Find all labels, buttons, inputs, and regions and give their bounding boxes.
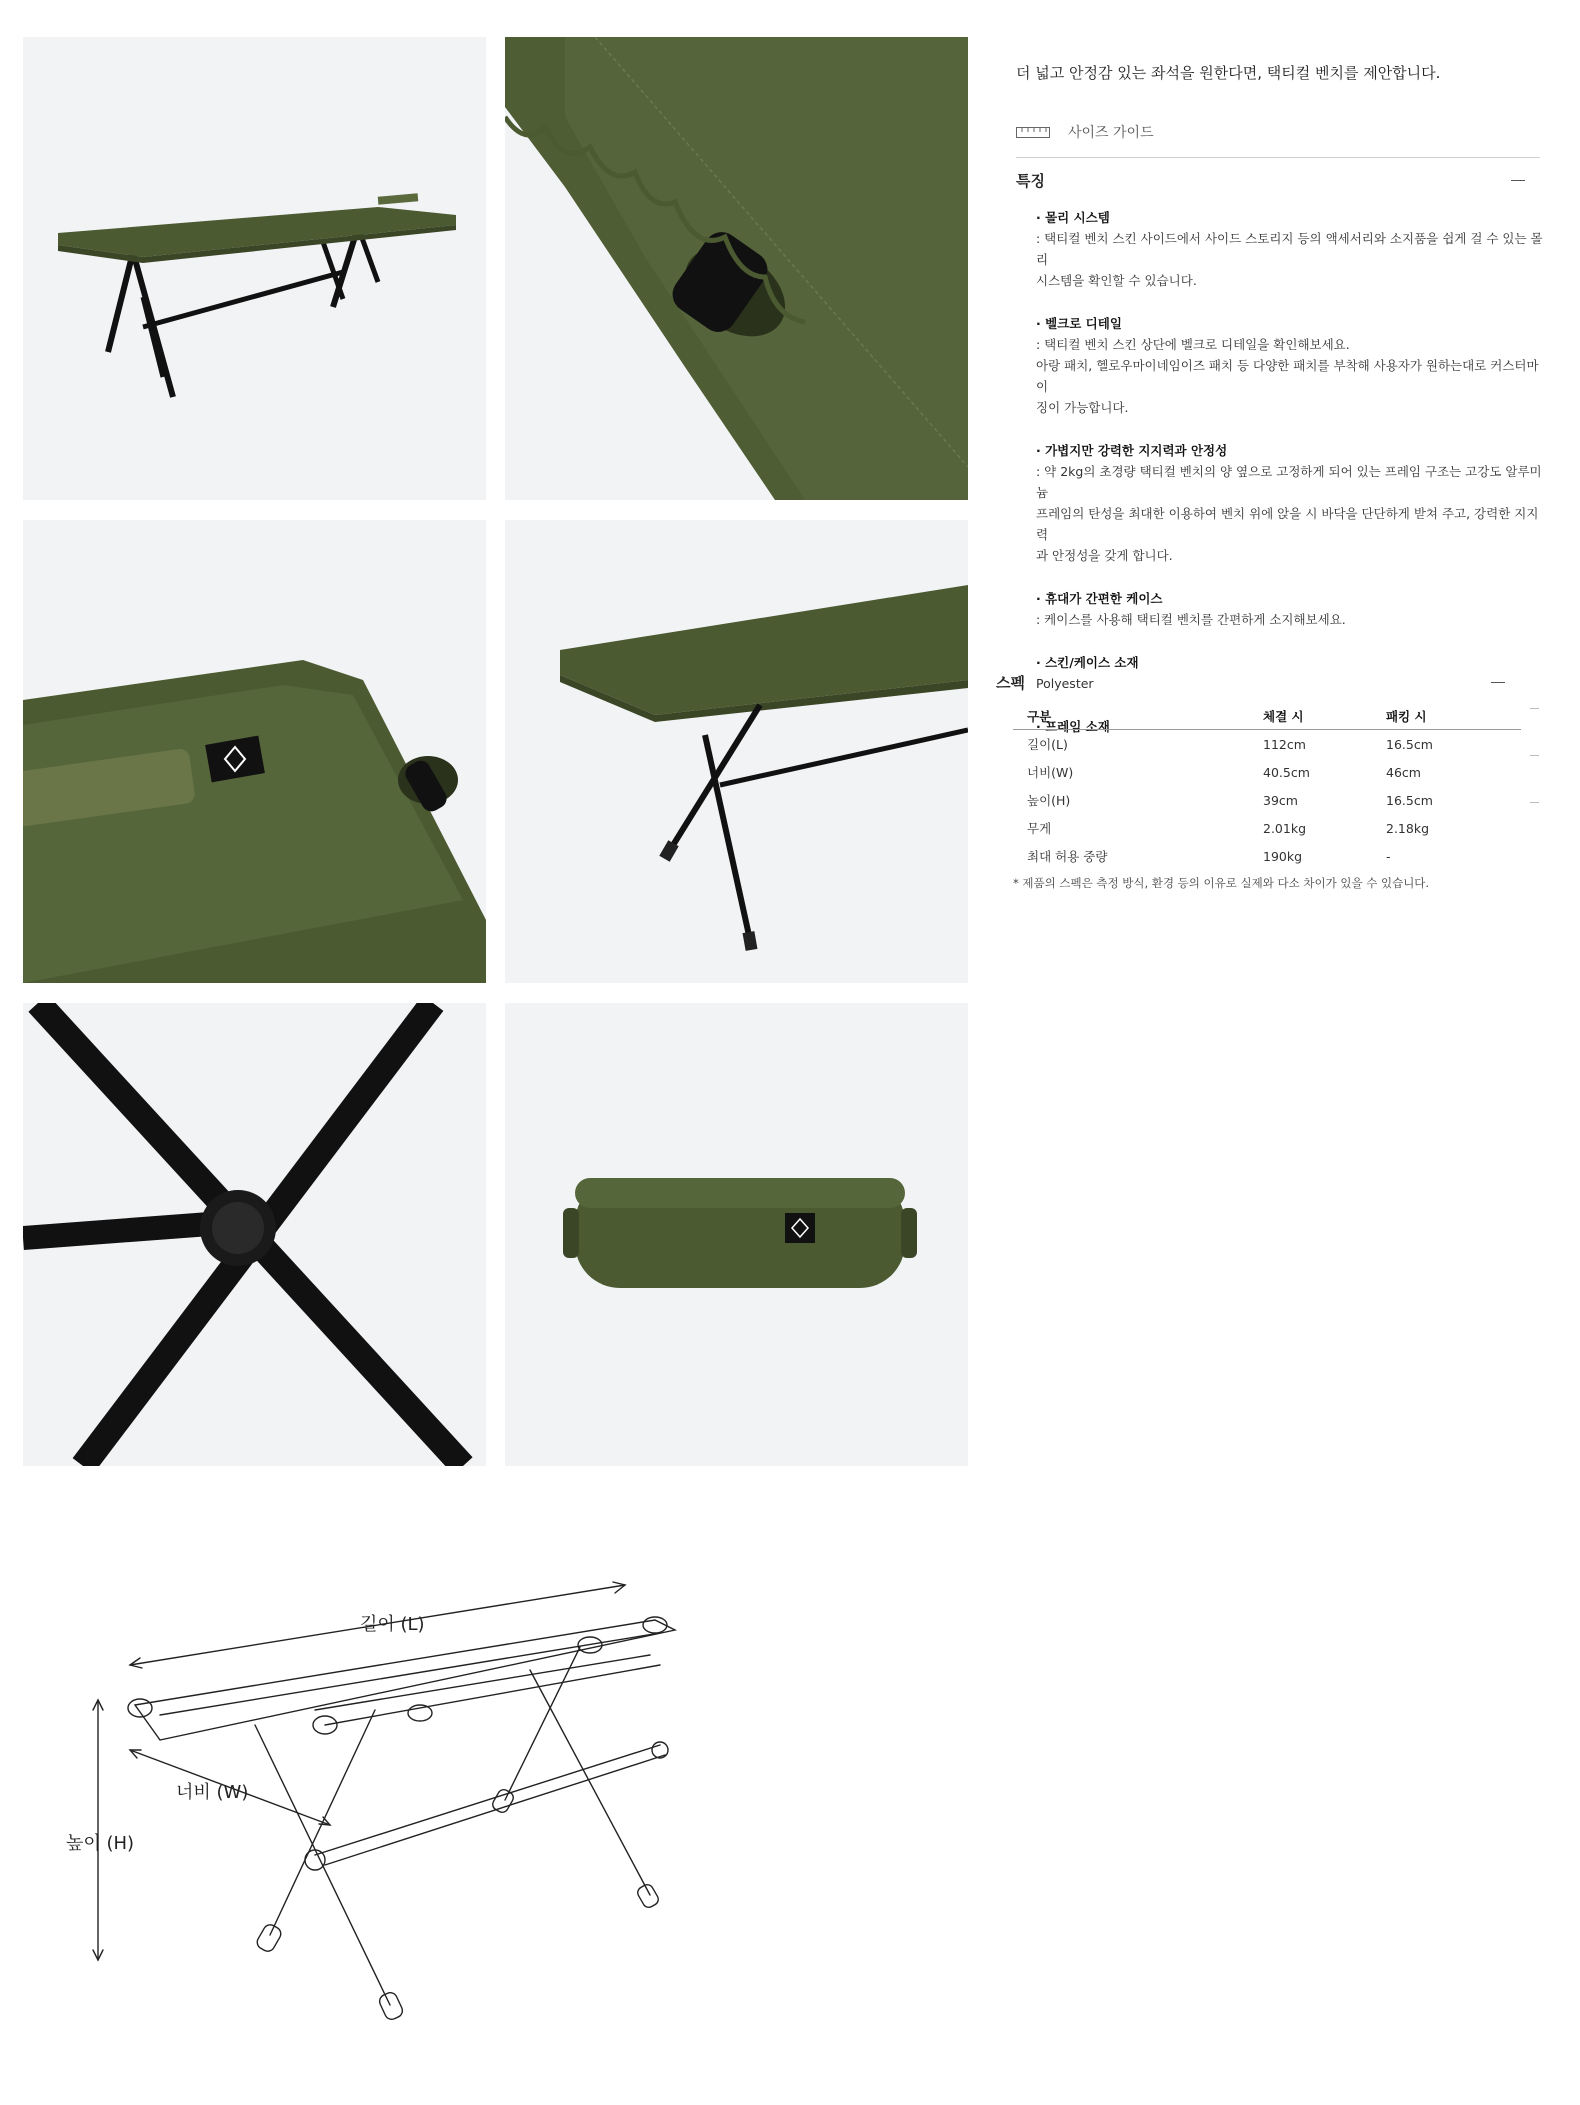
spec-cell: 무게 — [1027, 821, 1052, 836]
length-label: 길이 (L) — [360, 1614, 425, 1635]
spec-cell: 최대 허용 중량 — [1027, 849, 1108, 864]
frame-hub-closeup-photo — [23, 1003, 486, 1466]
scroll-tick — [1530, 755, 1539, 756]
feature-body: : 택티컬 벤치 스킨 사이드에서 사이드 스토리지 등의 액세서리와 소지품을 쉽게 걸 수 있는 몰리 시스템을 확인할 수 있습니다. — [1036, 231, 1543, 288]
spec-cell: 16.5cm — [1386, 792, 1433, 808]
table-row — [1013, 730, 1521, 758]
feature-body: : 케이스를 사용해 택티컬 벤치를 간편하게 소지해보세요. — [1036, 612, 1346, 627]
spec-cell: 40.5cm — [1263, 764, 1310, 780]
feature-title: · 프레임 소재 — [1036, 719, 1110, 734]
velcro-logo-closeup-photo — [23, 520, 486, 983]
divider — [1016, 157, 1540, 158]
collapse-spec-icon[interactable] — [1491, 682, 1505, 683]
feature-item — [1036, 207, 1544, 291]
spec-header-cell: 패킹 시 — [1386, 709, 1427, 724]
bench-angle-photo — [505, 520, 968, 983]
spec-cell: 너비(W) — [1027, 765, 1074, 780]
spec-header-row — [1013, 703, 1521, 730]
spec-cell: 46cm — [1386, 764, 1421, 780]
table-row — [1013, 758, 1521, 786]
spec-header-cell: 구분 — [1027, 709, 1052, 724]
feature-body: : 택티컬 벤치 스킨 상단에 벨크로 디테일을 확인해보세요. 아랑 패치, 헬로우마이네임이즈 패치 등 다양한 패치를 부착해 사용자가 원하는대로 커스터마이 징이 가능합니다. — [1036, 337, 1539, 415]
bench-overview-photo — [23, 37, 486, 500]
bench-line-drawing — [60, 1565, 850, 2065]
table-row — [1013, 786, 1521, 814]
feature-body: Polyester — [1036, 676, 1094, 691]
dimension-diagram — [60, 1565, 850, 2065]
spec-cell: 39cm — [1263, 792, 1298, 808]
collapse-features-icon[interactable] — [1511, 180, 1525, 181]
spec-cell: 190kg — [1263, 848, 1303, 864]
ruler-icon — [1016, 124, 1050, 140]
spec-cell: 112cm — [1263, 736, 1306, 752]
table-row — [1013, 814, 1521, 842]
feature-title: · 벨크로 디테일 — [1036, 316, 1122, 331]
spec-header-cell: 체결 시 — [1263, 709, 1304, 724]
feature-title: · 몰리 시스템 — [1036, 210, 1110, 225]
scroll-tick — [1530, 802, 1539, 803]
height-label: 높이 (H) — [66, 1833, 135, 1854]
scroll-tick — [1530, 708, 1539, 709]
feature-title: · 휴대가 간편한 케이스 — [1036, 591, 1163, 606]
spec-cell: 16.5cm — [1386, 736, 1433, 752]
intro-text: 더 넓고 안정감 있는 좌석을 원한다면, 택티컬 벤치를 제안합니다. — [1016, 64, 1441, 82]
features-title: 특징 — [1016, 172, 1045, 190]
table-row — [1013, 842, 1521, 870]
feature-title: · 가볍지만 강력한 지지력과 안정성 — [1036, 443, 1228, 458]
feature-item — [1036, 440, 1544, 566]
spec-table — [1013, 703, 1521, 870]
width-label: 너비 (W) — [176, 1782, 249, 1803]
spec-cell: - — [1386, 848, 1391, 864]
feature-item — [1036, 588, 1544, 630]
spec-cell: 높이(H) — [1027, 793, 1071, 808]
spec-note: * 제품의 스펙은 측정 방식, 환경 등의 이유로 실제와 다소 차이가 있을 수 있습니다. — [1013, 876, 1430, 890]
feature-item — [1036, 652, 1544, 694]
spec-cell: 길이(L) — [1027, 737, 1068, 752]
feature-item — [1036, 313, 1544, 418]
feature-title: · 스킨/케이스 소재 — [1036, 655, 1139, 670]
features-list — [1036, 207, 1544, 759]
feature-body: : 약 2kg의 초경량 택티컬 벤치의 양 옆으로 고정하게 되어 있는 프레임 구조는 고강도 알루미늄 프레임의 탄성을 최대한 이용하여 벤치 위에 앉을 시 바닥을 단단하게 받쳐 주고, 강력한 지지력 과 안정성을 갖게 합니다. — [1036, 464, 1542, 563]
spec-title: 스펙 — [996, 674, 1025, 692]
carry-case-photo — [505, 1003, 968, 1466]
molle-side-closeup-photo — [505, 37, 968, 500]
spec-cell: 2.18kg — [1386, 820, 1430, 836]
size-guide-link[interactable] — [1016, 120, 1154, 144]
spec-cell: 2.01kg — [1263, 820, 1307, 836]
size-guide-label: 사이즈 가이드 — [1068, 125, 1154, 141]
